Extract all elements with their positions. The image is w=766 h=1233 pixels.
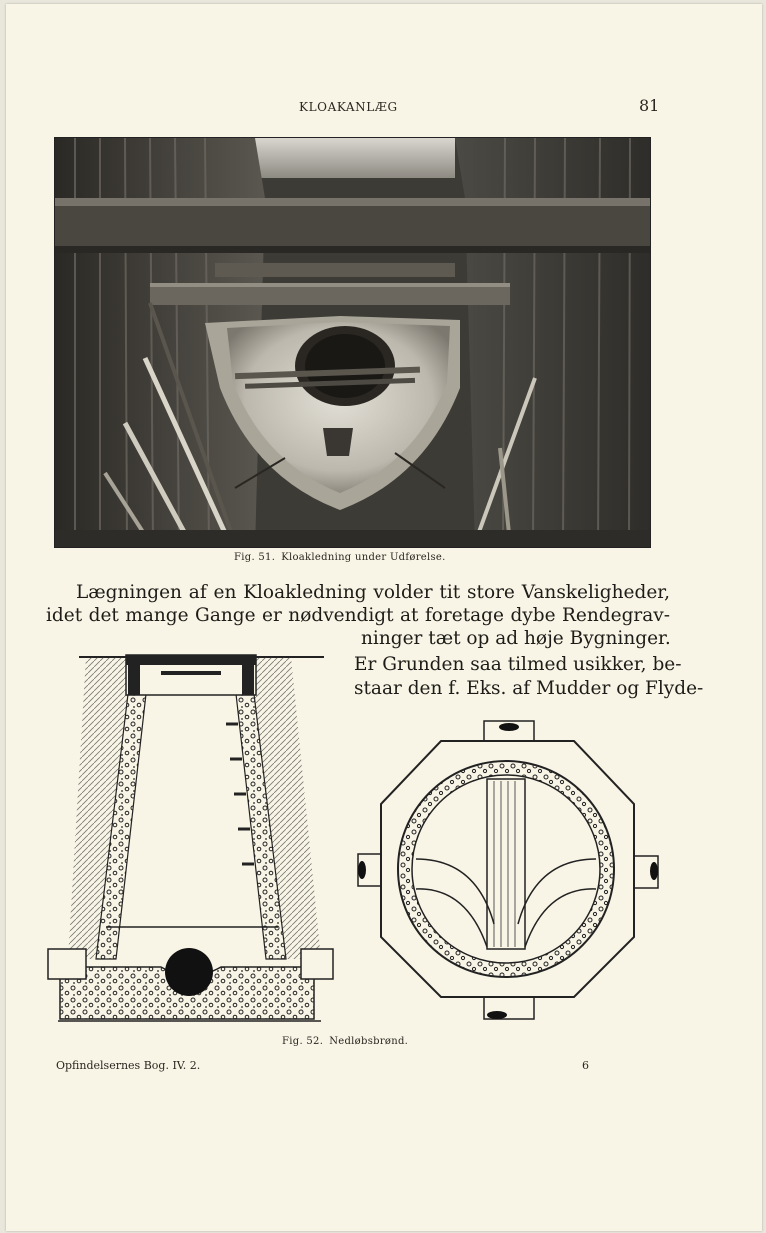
body-text-line: Er Grunden saa tilmed usikker, be- bbox=[354, 654, 682, 675]
body-text-line: ninger tæt op ad høje Bygninger. bbox=[361, 628, 671, 649]
figure-52-label: Fig. 52. bbox=[282, 1036, 324, 1047]
figure-52-caption-text: Nedløbsbrønd. bbox=[329, 1036, 409, 1047]
drain-well-section-drawing bbox=[46, 649, 336, 1033]
figure-51-caption-text: Kloakledning under Udførelse. bbox=[281, 552, 446, 563]
figure-52-caption bbox=[282, 1036, 408, 1047]
footer-sheet-number: 6 bbox=[582, 1059, 589, 1072]
body-text-line: staar den f. Eks. af Mudder og Flyde- bbox=[354, 678, 704, 699]
drain-well-plan-drawing bbox=[356, 719, 661, 1028]
figure-51-caption bbox=[234, 552, 446, 563]
page-number: 81 bbox=[639, 96, 660, 115]
body-text-line: Lægningen af en Kloakledning volder tit store Vanskeligheder, bbox=[76, 582, 670, 603]
book-page bbox=[6, 4, 762, 1231]
figure-51-label: Fig. 51. bbox=[234, 552, 276, 563]
body-text-line: idet det mange Gange er nødvendigt at foretage dybe Rendegrav- bbox=[46, 605, 670, 626]
photo-sewer-construction bbox=[54, 137, 651, 548]
footer-signature: Opfindelsernes Bog. IV. 2. bbox=[56, 1059, 201, 1072]
running-title: KLOAKANLÆG bbox=[299, 100, 398, 114]
